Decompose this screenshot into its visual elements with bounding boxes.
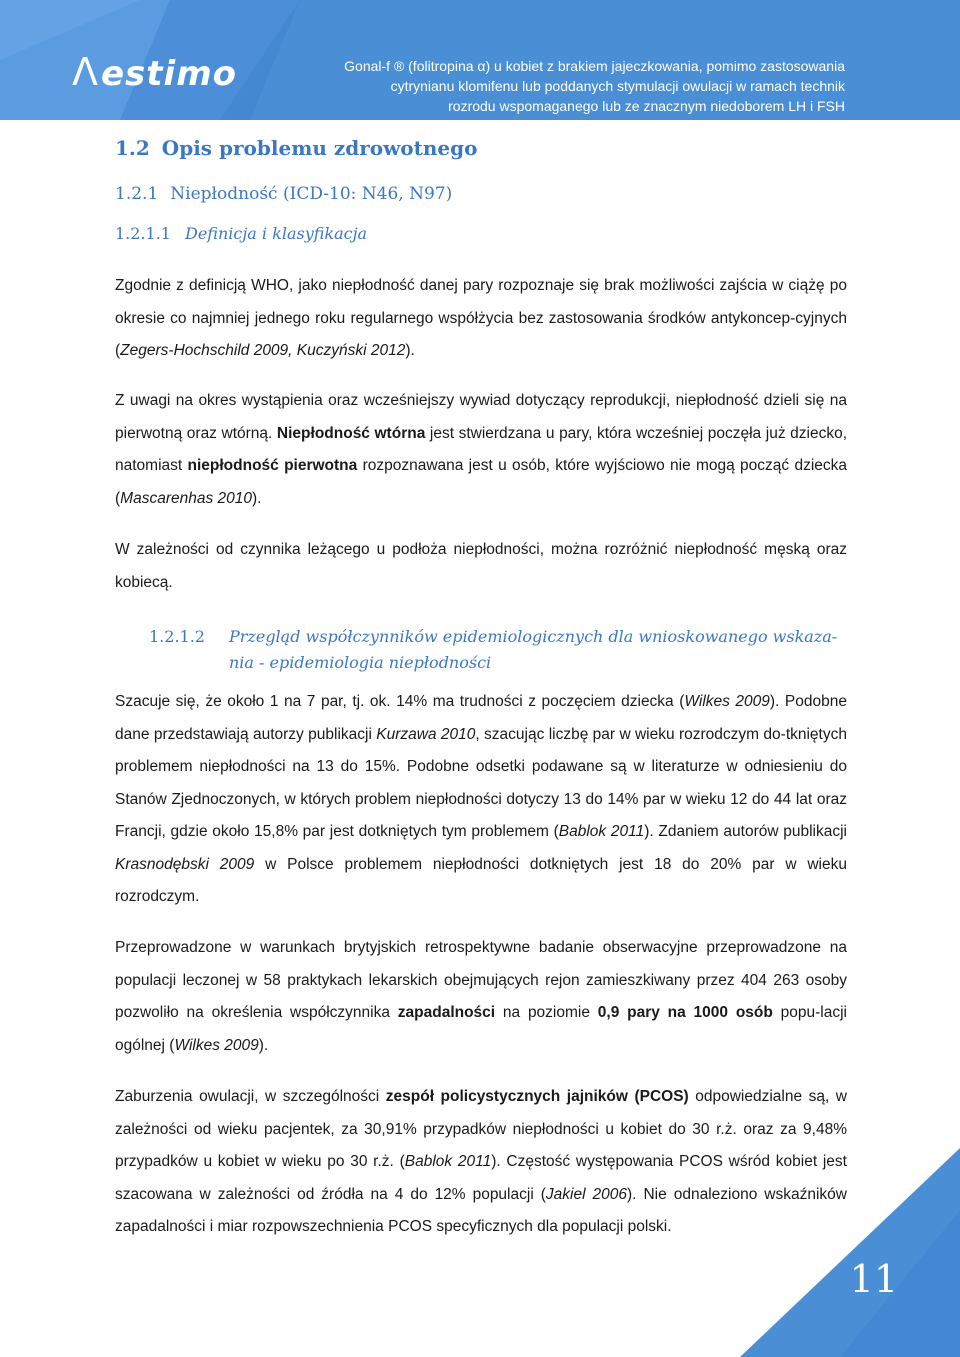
text: w Polsce problemem niepłodności dotkniętych jest 18 do 20% par w wieku rozrodczym.: [115, 855, 847, 905]
text: Szacuje się, że około 1 na 7 par, tj. ok. 14% ma trudności z poczęciem dziecka (: [115, 693, 685, 710]
text: ).: [252, 489, 262, 507]
heading-number: 1.2: [115, 136, 150, 160]
citation: Wilkes 2009: [174, 1036, 259, 1054]
text: ).: [258, 1036, 269, 1054]
heading-text-line-1: Przegląd współczynników epidemiologicznych dla wnioskowanego wskaza-: [229, 627, 838, 646]
text: ). Częstość występowania PCOS wśród kobiet jest szacowana w zależności od źródła na 4 do 12% populacji (: [115, 1153, 847, 1203]
heading-text: Opis problemu zdrowotnego: [161, 136, 478, 160]
citation: Wilkes 2009: [684, 693, 770, 710]
bold-term: zapadalności: [397, 1004, 496, 1021]
text: odpowiedzialne są, w zależności od wieku pacjentek, za 30,91% przypadków niepłodności u kobiet do 30 r.ż. oraz za 9,48% przypadków u kobiet w wieku po 30 r.ż. (: [115, 1088, 847, 1170]
text: ).: [405, 342, 415, 359]
text: na poziomie: [495, 1004, 598, 1021]
bold-term: 0,9 pary na 1000 osób: [597, 1004, 773, 1021]
page-number: 11: [849, 1257, 898, 1301]
bold-term: niepłodność pierwotna: [187, 457, 358, 474]
citation: Jakiel 2006: [545, 1185, 628, 1203]
bold-term: zespół policystycznych jajników (PCOS): [385, 1088, 689, 1105]
citation: Bablok 2011: [404, 1153, 492, 1170]
text: , szacując liczbę par w wieku rozrodczym do-tkniętych problemem niepłodności na 13 do 15%. Podobne odsetki podawane są w literaturze w odniesieniu do Stanów Zjednoczonych, w których problem niepłodności dotyczy 13 do 14% par w wieku 12 do 44 lat oraz Francji, gdzie około 15,8% par jest dotkniętych tym problemem (: [115, 725, 847, 840]
text: W zależności od czynnika leżącego u podłoża niepłodności, można rozróżnić niepłodność męską oraz kobiecą.: [115, 541, 847, 591]
text: jest stwierdzana u pary, która wcześniej poczęła już dziecko, natomiast: [115, 424, 847, 474]
text: ). Nie odnaleziono wskaźników zapadalności i miar rozpowszechnienia PCOS specyficznych dla populacji polski.: [115, 1185, 847, 1235]
heading-text: Niepłodność (ICD-10: N46, N97): [170, 184, 453, 204]
citation: Kurzawa 2010: [376, 725, 476, 743]
citation: Mascarenhas 2010: [120, 489, 253, 507]
heading-number: 1.2.1: [115, 184, 159, 204]
citation: Bablok 2011: [558, 823, 645, 840]
text: Zaburzenia owulacji, w szczególności: [115, 1088, 386, 1105]
citation: Zegers-Hochschild 2009, Kuczyński 2012: [120, 342, 406, 359]
text: Z uwagi na okres wystąpienia oraz wcześniejszy wywiad dotyczący reprodukcji, niepłodność dzieli się na pierwotną oraz wtórną.: [115, 392, 847, 442]
title-line-3: rozrodu wspomaganego lub ze znacznym niedoborem LH i FSH: [448, 98, 845, 114]
heading-text-line-2: nia - epidemiologia niepłodności: [229, 653, 492, 672]
text: rozpoznawana jest u osób, które wyjściowo nie mogą począć dziecka (: [115, 457, 847, 507]
heading-number: 1.2.1.2: [149, 627, 205, 646]
heading-text: Definicja i klasyfikacja: [184, 224, 368, 243]
title-line-1: Gonal-f ® (folitropina α) u kobiet z brakiem jajeczkowania, pomimo zastosowania: [344, 58, 845, 74]
text: ). Podobne dane przedstawiają autorzy publikacji: [115, 693, 847, 743]
logo-text: estimo: [101, 54, 237, 94]
text: ). Zdaniem autorów publikacji: [644, 823, 847, 840]
logo-mark: Λ: [72, 50, 99, 94]
citation: Krasnodębski 2009: [115, 855, 255, 873]
text: popu-lacji ogólnej (: [115, 1004, 847, 1054]
text: Przeprowadzone w warunkach brytyjskich retrospektywne badanie obserwacyjne przeprowadzone na populacji leczonej w 58 praktykach lekarskich obejmujących rejon zamieszkiwany przez 404 263 osoby pozwoliło na określenia współczynnika: [115, 939, 847, 1021]
title-line-2: cytrynianu klomifenu lub poddanych stymulacji owulacji w ramach technik: [390, 78, 845, 94]
text: Zgodnie z definicją WHO, jako niepłodność danej pary rozpoznaje się brak możliwości zajścia w ciążę po okresie co najmniej jednego roku regularnego współżycia bez zastosowania środków antykoncep-cyjnych (: [115, 277, 847, 359]
bold-term: Niepłodność wtórna: [276, 424, 426, 442]
heading-number: 1.2.1.1: [115, 224, 171, 243]
